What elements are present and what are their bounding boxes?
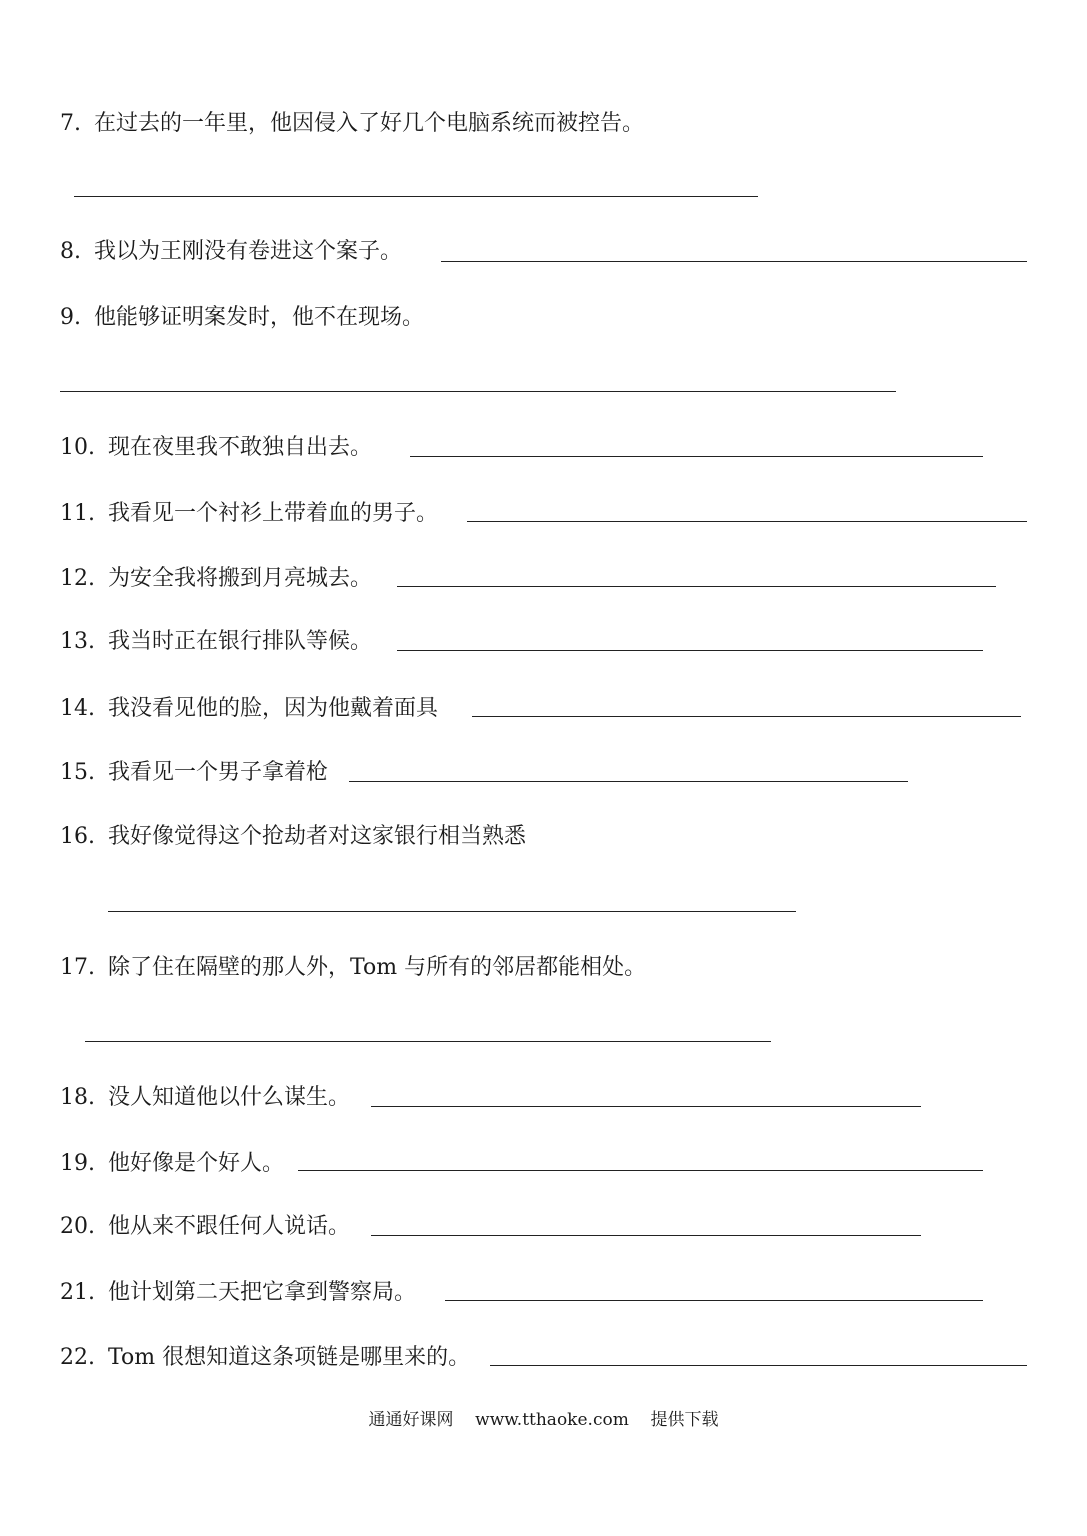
question-20 [60,1213,350,1241]
question-text: 在过去的一年里，他因侵入了好几个电脑系统而被控告。 [94,111,645,136]
question-text: Tom 很想知道这条项链是哪里来的。 [108,1345,471,1370]
question-number: 12. [60,566,95,591]
question-21 [60,1279,416,1307]
footer-suffix: 提供下载 [650,1410,719,1430]
question-text: 没人知道他以什么谋生。 [108,1085,351,1110]
question-number: 21. [60,1280,95,1305]
question-9 [60,304,424,332]
question-22 [60,1344,470,1372]
question-number: 20. [60,1214,95,1239]
answer-line-13[interactable] [397,650,983,651]
question-text: 我看见一个衬衫上带着血的男子。 [108,501,439,526]
question-text: 他从来不跟任何人说话。 [108,1214,351,1239]
question-text: 现在夜里我不敢独自出去。 [108,435,373,460]
question-text: 他好像是个好人。 [108,1151,285,1176]
question-number: 7. [60,111,81,136]
question-text: 除了住在隔壁的那人外，Tom 与所有的邻居都能相处。 [108,955,647,980]
question-13 [60,628,372,656]
answer-line-11[interactable] [467,521,1027,522]
question-text: 他能够证明案发时，他不在现场。 [94,305,425,330]
question-number: 18. [60,1085,95,1110]
question-number: 8. [60,239,81,264]
question-7 [60,110,644,138]
question-text: 他计划第二天把它拿到警察局。 [108,1280,417,1305]
question-number: 13. [60,629,95,654]
question-19 [60,1150,284,1178]
answer-line-7[interactable] [74,196,758,197]
question-text: 我当时正在银行排队等候。 [108,629,373,654]
answer-line-10[interactable] [410,456,983,457]
footer-url[interactable]: www.tthaoke.com [475,1410,629,1430]
question-text: 为安全我将搬到月亮城去。 [108,566,373,591]
answer-line-12[interactable] [397,586,996,587]
question-text: 我好像觉得这个抢劫者对这家银行相当熟悉 [108,824,527,849]
answer-line-21[interactable] [445,1300,983,1301]
answer-line-9[interactable] [60,391,896,392]
question-number: 14. [60,696,95,721]
question-text: 我看见一个男子拿着枪 [108,760,329,785]
answer-line-18[interactable] [371,1106,921,1107]
question-11 [60,500,438,528]
question-number: 17. [60,955,95,980]
answer-line-14[interactable] [472,716,1021,717]
question-text: 我以为王刚没有卷进这个案子。 [94,239,403,264]
page-footer [0,1408,1087,1432]
question-number: 22. [60,1345,95,1370]
question-12 [60,565,372,593]
question-15 [60,759,328,787]
question-17 [60,954,646,982]
question-14 [60,695,438,723]
question-10 [60,434,372,462]
question-16 [60,823,526,851]
footer-site-name: 通通好课网 [368,1410,454,1430]
answer-line-17[interactable] [85,1041,771,1042]
question-18 [60,1084,350,1112]
question-number: 15. [60,760,95,785]
answer-line-22[interactable] [490,1365,1027,1366]
question-number: 9. [60,305,81,330]
answer-line-20[interactable] [371,1235,921,1236]
question-number: 10. [60,435,95,460]
answer-line-15[interactable] [349,781,908,782]
question-number: 11. [60,501,95,526]
question-number: 16. [60,824,95,849]
question-number: 19. [60,1151,95,1176]
answer-line-16[interactable] [108,911,796,912]
question-text: 我没看见他的脸，因为他戴着面具 [108,696,439,721]
answer-line-19[interactable] [298,1170,983,1171]
question-8 [60,238,402,266]
answer-line-8[interactable] [441,261,1027,262]
